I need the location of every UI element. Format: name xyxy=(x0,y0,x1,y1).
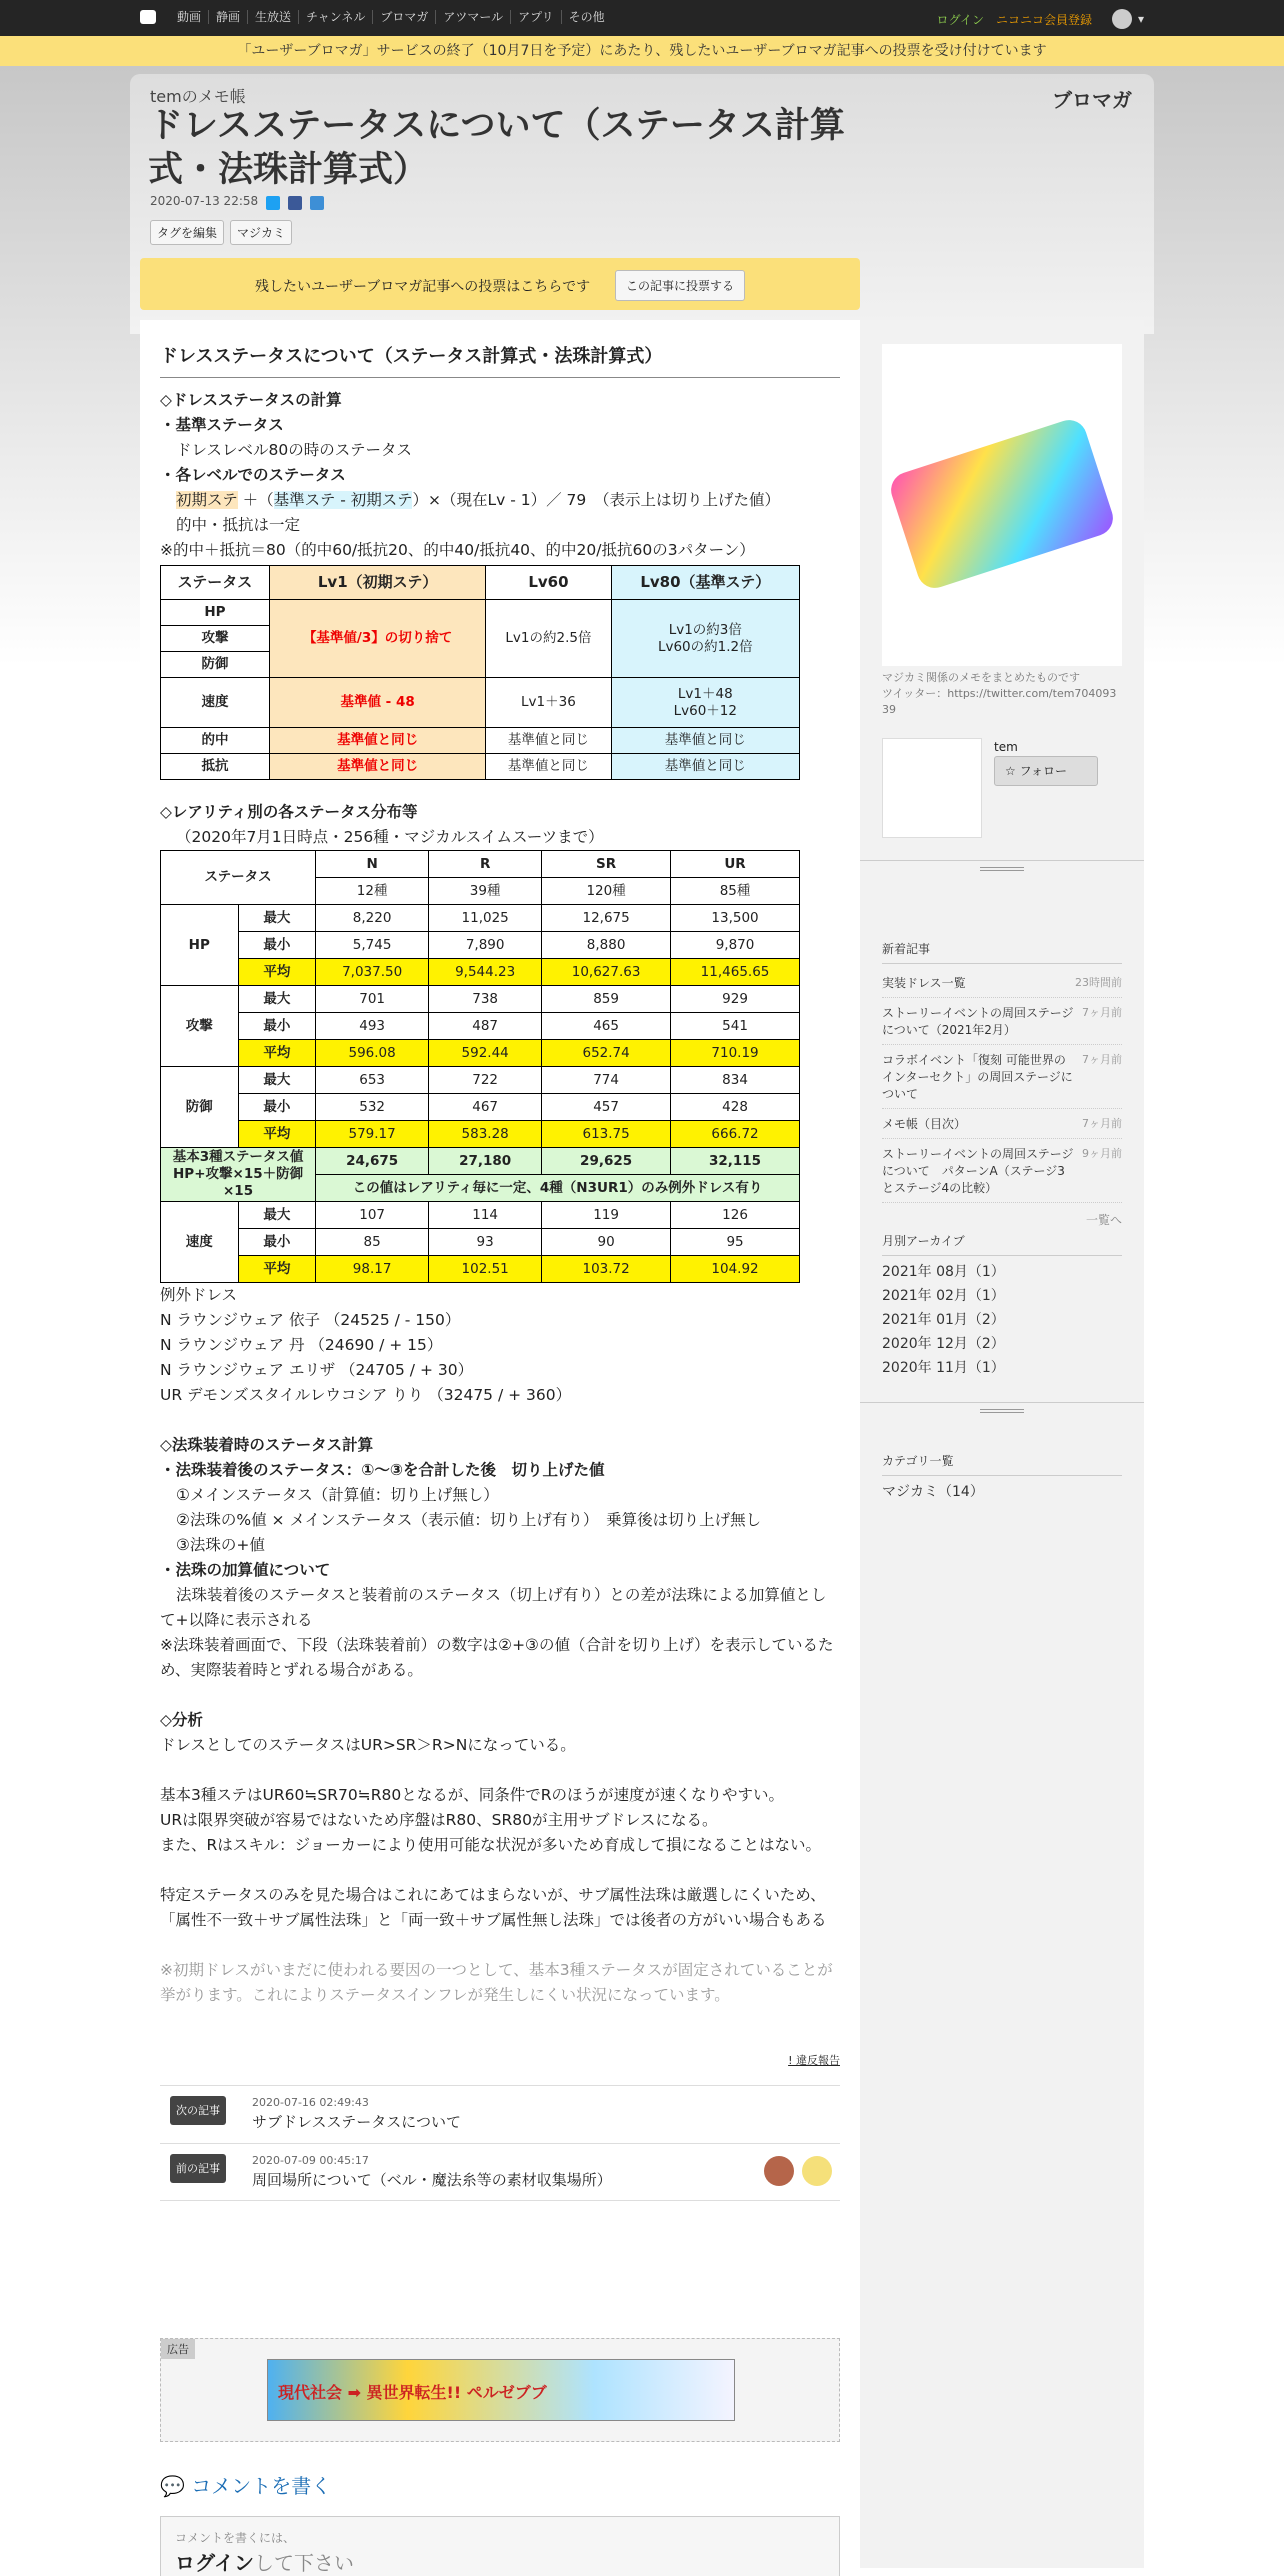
subheading: ・法珠の加算値について xyxy=(160,1561,331,1579)
subheading: ・各レベルでのステータス xyxy=(160,466,346,484)
text-line: 的中・抵抗は一定 xyxy=(176,516,301,534)
table-cell: この値はレアリティ毎に一定、4種（N3UR1）のみ例外ドレス有り xyxy=(316,1175,800,1202)
table-cell: 119 xyxy=(542,1202,671,1229)
level-stat-table xyxy=(160,565,800,780)
comment-login-tail: して下さい xyxy=(254,2551,354,2575)
table-cell: 8,880 xyxy=(542,932,671,959)
category-item[interactable]: マジカミ（14） xyxy=(882,1484,984,1500)
section-heading: ◇レアリティ別の各ステータス分布等 xyxy=(160,803,418,821)
page-title: ドレスステータスについて（ステータス計算式・法珠計算式） xyxy=(148,106,845,190)
table-cell: 速度 xyxy=(161,678,270,728)
next-article-link[interactable] xyxy=(160,2085,840,2143)
share-buttons xyxy=(266,196,324,210)
table-cell: 583.28 xyxy=(429,1121,542,1148)
desc-line: マジカミ関係のメモをまとめたものです xyxy=(882,671,1080,684)
recent-item-title[interactable]: メモ帳（目次） xyxy=(882,1117,967,1131)
table-cell: 95 xyxy=(671,1229,800,1256)
niconico-logo-icon[interactable] xyxy=(140,10,156,24)
recent-posts xyxy=(882,940,1122,1228)
table-cell: 基準値と同じ xyxy=(611,754,799,780)
table-cell: 基準値と同じ xyxy=(486,754,611,780)
prev-label: 前の記事 xyxy=(170,2154,226,2183)
recent-item[interactable] xyxy=(882,968,1122,998)
bromaga-logo[interactable]: ブロマガ xyxy=(1052,88,1132,112)
comment-bubble-icon: 💬 xyxy=(160,2474,192,2498)
stat-label-cell: 最大 xyxy=(238,1202,316,1229)
facebook-icon[interactable] xyxy=(288,196,302,210)
formula-part: 初期ステ xyxy=(176,491,238,509)
recent-item-time: 7ヶ月前 xyxy=(1082,1117,1122,1130)
rarity-stat-table xyxy=(160,850,800,1283)
register-link[interactable]: ニコニコ会員登録 xyxy=(995,12,1092,27)
text-line: N ラウンジウェア 依子 （24525 / - 150） xyxy=(160,1311,461,1329)
nav-item[interactable]: アプリ xyxy=(510,10,561,24)
table-cell: 7,037.50 xyxy=(316,959,429,986)
cell-line: HP+攻撃×15＋防御 xyxy=(173,1166,304,1182)
nav-item[interactable]: 静画 xyxy=(208,10,247,24)
edit-tags-button[interactable]: タグを編集 xyxy=(150,220,224,245)
recent-title: 新着記事 xyxy=(882,940,1122,964)
table-cell: Lv1の約2.5倍 xyxy=(486,600,611,678)
follow-button[interactable]: ☆ フォロー xyxy=(994,756,1098,786)
table-cell: 90 xyxy=(542,1229,671,1256)
stat-group xyxy=(161,1202,800,1283)
table-cell: 120種 xyxy=(542,878,671,905)
table-cell: 613.75 xyxy=(542,1121,671,1148)
author-name[interactable]: tem xyxy=(994,740,1018,754)
table-cell: 5,745 xyxy=(316,932,429,959)
table-row xyxy=(161,932,800,959)
table-cell: 859 xyxy=(542,986,671,1013)
comment-title: コメントを書く xyxy=(191,2474,332,2498)
formula-part: 基準ステ - 初期ステ xyxy=(273,491,413,509)
table-cell: 12,675 xyxy=(542,905,671,932)
category-title: カテゴリ一覧 xyxy=(882,1452,1122,1476)
recent-item-title[interactable]: ストーリーイベントの周回ステージについて（2021年2月） xyxy=(882,1006,1074,1037)
text-line: 例外ドレス xyxy=(160,1286,238,1304)
table-cell: 103.72 xyxy=(542,1256,671,1283)
table-cell: 12種 xyxy=(316,878,429,905)
text-line: N ラウンジウェア 丹 （24690 / + 15） xyxy=(160,1336,443,1354)
table-header: SR xyxy=(542,851,671,878)
tag-list xyxy=(150,220,292,245)
table-cell: 596.08 xyxy=(316,1040,429,1067)
table-cell: 493 xyxy=(316,1013,429,1040)
comment-login[interactable] xyxy=(175,2547,354,2576)
table-cell: 基準値と同じ xyxy=(269,728,485,754)
report-link[interactable]: ! 違反報告 xyxy=(788,2054,840,2067)
table-header: R xyxy=(429,851,542,878)
comment-heading[interactable] xyxy=(160,2470,331,2499)
stat-name-cell: 防御 xyxy=(161,1067,239,1148)
blog-thumbnail[interactable] xyxy=(882,344,1122,666)
service-end-notice[interactable]: 「ユーザーブロマガ」サービスの終了（10月7日を予定）にあたり、残したいユーザーブロマガ記事への投票を受け付けています xyxy=(0,36,1284,66)
table-cell: 攻撃 xyxy=(161,626,270,652)
nav-item[interactable]: アツマール xyxy=(435,10,510,24)
stat-label-cell: 最大 xyxy=(238,986,316,1013)
text-line: 法珠装着後のステータスと装着前のステータス（切上げ有り）との差が法珠による加算値として+以降に表示される xyxy=(160,1586,827,1629)
recent-item-time: 7ヶ月前 xyxy=(1082,1053,1122,1066)
table-row xyxy=(161,1256,800,1283)
nav-item[interactable]: 動画 xyxy=(177,10,202,24)
table-row xyxy=(161,1040,800,1067)
stat-name-cell: 速度 xyxy=(161,1202,239,1283)
archive-item[interactable]: 2020年 12月（2） xyxy=(882,1336,1005,1352)
vote-banner xyxy=(140,258,860,310)
table-cell: 32,115 xyxy=(671,1148,800,1175)
stat-label-cell: 平均 xyxy=(238,959,316,986)
stat-label-cell: 平均 xyxy=(238,1121,316,1148)
stat-label-cell: 最小 xyxy=(238,932,316,959)
tag-item[interactable]: マジカミ xyxy=(230,220,292,245)
table-row xyxy=(161,905,800,932)
table-cell: 126 xyxy=(671,1202,800,1229)
author-avatar[interactable] xyxy=(882,738,982,838)
archive-item[interactable]: 2021年 01月（2） xyxy=(882,1312,1005,1328)
hatena-icon[interactable] xyxy=(310,196,324,210)
vote-text: 残したいユーザーブロマガ記事への投票はこちらです xyxy=(255,279,591,295)
text-line: （2020年7月1日時点・256種・マジカルスイムスーツまで） xyxy=(176,828,604,846)
text-line: ※法珠装着画面で、下段（法珠装着前）の数字は②+③の値（合計を切り上げ）を表示しているため、実際装着時とずれる場合がある。 xyxy=(160,1636,834,1679)
table-row xyxy=(161,1202,800,1229)
category-list xyxy=(882,1452,1122,1504)
table-cell: 29,625 xyxy=(542,1148,671,1175)
anniversary-card-image xyxy=(886,415,1117,592)
table-cell: 基準値 - 48 xyxy=(269,678,485,728)
cell-line: Lv60＋12 xyxy=(673,702,737,719)
table-header: ステータス xyxy=(161,566,270,600)
text-line: 基本3種ステはUR60≒SR70≒R80となるが、同条件でRのほうが速度が速くなりやすい。 xyxy=(160,1786,784,1804)
stat-label-cell: 最大 xyxy=(238,905,316,932)
table-row xyxy=(161,1013,800,1040)
stat-label-cell: 最小 xyxy=(238,1094,316,1121)
main-column xyxy=(140,320,860,2575)
table-row xyxy=(161,1229,800,1256)
text-line: N ラウンジウェア エリザ （24705 / + 30） xyxy=(160,1361,474,1379)
table-cell: 465 xyxy=(542,1013,671,1040)
text-line: ドレスとしてのステータスはUR>SR＞R>Nになっている。 xyxy=(160,1736,576,1754)
comment-sub: コメントを書くには、 xyxy=(175,2531,296,2545)
text-line: また、Rはスキル：ジョーカーにより使用可能な状況が多いため育成して損になることはない。 xyxy=(160,1836,821,1854)
ad-banner[interactable] xyxy=(267,2359,735,2421)
top-nav-bar xyxy=(0,0,1284,36)
article-body xyxy=(160,344,840,2201)
stat-label-cell: 最小 xyxy=(238,1229,316,1256)
table-cell: 532 xyxy=(316,1094,429,1121)
table-cell: 104.92 xyxy=(671,1256,800,1283)
table-header: UR xyxy=(671,851,800,878)
nav-item[interactable]: チャンネル xyxy=(298,10,372,24)
table-cell: Lv1＋36 xyxy=(486,678,611,728)
chevron-down-icon[interactable]: ▾ xyxy=(1137,12,1144,26)
stat-label-cell: 平均 xyxy=(238,1040,316,1067)
table-header: Lv60 xyxy=(486,566,611,600)
table-cell: 722 xyxy=(429,1067,542,1094)
table-cell: 428 xyxy=(671,1094,800,1121)
archive-item[interactable]: 2021年 08月（1） xyxy=(882,1264,1005,1280)
table-cell: 457 xyxy=(542,1094,671,1121)
stat-group xyxy=(161,1067,800,1148)
table-header: N xyxy=(316,851,429,878)
text-line: ※初期ドレスがいまだに使われる要因の一つとして、基本3種ステータスが固定されていることが挙がります。これによりステータスインフレが発生しにくい状況になっています。 xyxy=(160,1961,833,2004)
table-cell: HP xyxy=(161,600,270,626)
table-cell: 9,544.23 xyxy=(429,959,542,986)
service-nav xyxy=(170,10,612,24)
text-line: ②法珠の%値 × メインステータス（表示値：切り上げ有り） 乗算後は切り上げ無し xyxy=(176,1511,762,1529)
recent-item-time: 9ヶ月前 xyxy=(1082,1147,1122,1160)
search-icon[interactable] xyxy=(802,2156,832,2186)
cell-line: Lv60の約1.2倍 xyxy=(657,638,753,655)
blog-name[interactable]: temのメモ帳 xyxy=(150,87,246,106)
table-cell: 85 xyxy=(316,1229,429,1256)
subheading: ・法珠装着後のステータス：①～③を合計した後 切り上げた値 xyxy=(160,1461,605,1479)
table-row xyxy=(161,1067,800,1094)
table-cell: 701 xyxy=(316,986,429,1013)
article-title: ドレスステータスについて（ステータス計算式・法珠計算式） xyxy=(160,344,840,378)
archive-title: 月別アーカイブ xyxy=(882,1232,1122,1256)
table-row xyxy=(161,1094,800,1121)
next-title[interactable]: サブドレスステータスについて xyxy=(252,2113,461,2131)
cell-line: ×15 xyxy=(223,1183,254,1199)
table-cell: 基準値と同じ xyxy=(486,728,611,754)
next-date: 2020-07-16 02:49:43 xyxy=(252,2096,369,2109)
monthly-archive xyxy=(882,1232,1122,1380)
table-cell: 13,500 xyxy=(671,905,800,932)
table-header: Lv80（基準ステ） xyxy=(611,566,799,600)
archive-item[interactable]: 2020年 11月（1） xyxy=(882,1360,1005,1376)
login-link[interactable]: ログイン xyxy=(936,12,984,27)
recent-item-title[interactable]: 実装ドレス一覧 xyxy=(882,976,966,990)
recent-item-time: 23時間前 xyxy=(1075,976,1122,989)
stat-name-cell: 攻撃 xyxy=(161,986,239,1067)
table-cell: 541 xyxy=(671,1013,800,1040)
divider xyxy=(860,1402,1144,1416)
desc-twitter[interactable]: ツイッター：https://twitter.com/tem70409339 xyxy=(882,687,1117,716)
table-cell: 10,627.63 xyxy=(542,959,671,986)
table-row xyxy=(161,986,800,1013)
stat-group xyxy=(161,905,800,986)
recent-item-title[interactable]: ストーリーイベントの周回ステージについて パターンA（ステージ3とステージ4の比較） xyxy=(882,1147,1074,1195)
table-cell: 107 xyxy=(316,1202,429,1229)
subheading: ・基準ステータス xyxy=(160,416,284,434)
formula-part: ）×（現在Lv - 1）／ 79 （表示上は切り上げた値） xyxy=(412,491,780,509)
table-cell: 114 xyxy=(429,1202,542,1229)
post-date: 2020-07-13 22:58 xyxy=(150,194,259,208)
table-row xyxy=(161,959,800,986)
recent-item-time: 7ヶ月前 xyxy=(1082,1006,1122,1019)
formula-part: ＋（ xyxy=(237,491,274,509)
prev-date: 2020-07-09 00:45:17 xyxy=(252,2154,369,2167)
table-cell: 85種 xyxy=(671,878,800,905)
sidebar xyxy=(860,320,1144,2568)
archive-item[interactable]: 2021年 02月（1） xyxy=(882,1288,1005,1304)
next-label: 次の記事 xyxy=(170,2096,226,2125)
recent-item[interactable] xyxy=(882,1045,1122,1109)
text-line: ③法珠の+値 xyxy=(176,1536,265,1554)
text-line: 特定ステータスのみを見た場合はこれにあてはまらないが、サブ属性法珠は厳選しにくいため、「属性不一致＋サブ属性法珠」と「両一致＋サブ属性無し法珠」では後者の方がいい場合もある xyxy=(160,1886,827,1929)
table-cell: 834 xyxy=(671,1067,800,1094)
table-cell: 98.17 xyxy=(316,1256,429,1283)
table-cell: 基準値と同じ xyxy=(269,754,485,780)
prev-article-link[interactable] xyxy=(160,2143,840,2201)
stat-name-cell: HP xyxy=(161,905,239,986)
formula xyxy=(160,488,840,513)
table-cell: 93 xyxy=(429,1229,542,1256)
table-cell: 738 xyxy=(429,986,542,1013)
table-cell: 基準値と同じ xyxy=(611,728,799,754)
blog-description xyxy=(882,670,1122,718)
table-cell: 【基準値/3】の切り捨て xyxy=(269,600,485,678)
vote-button[interactable]: この記事に投票する xyxy=(615,270,745,301)
table-cell: 592.44 xyxy=(429,1040,542,1067)
table-cell: 27,180 xyxy=(429,1148,542,1175)
avatar[interactable] xyxy=(1112,9,1132,29)
table-cell: 467 xyxy=(429,1094,542,1121)
table-cell: 的中 xyxy=(161,728,270,754)
table-cell xyxy=(161,1148,316,1202)
section-heading: ◇分析 xyxy=(160,1711,203,1729)
text-line: ①メインステータス（計算値：切り上げ無し） xyxy=(176,1486,499,1504)
more-link[interactable]: 一覧へ xyxy=(1085,1213,1122,1227)
stat-label-cell: 最小 xyxy=(238,1013,316,1040)
table-cell: 666.72 xyxy=(671,1121,800,1148)
table-cell: 39種 xyxy=(429,878,542,905)
divider xyxy=(860,860,1144,874)
table-cell: 653 xyxy=(316,1067,429,1094)
table-cell: 抵抗 xyxy=(161,754,270,780)
table-cell: 102.51 xyxy=(429,1256,542,1283)
nav-item-more[interactable]: その他 xyxy=(561,10,612,24)
ad-text: 現代社会 ➡ 異世界転生!! ペルゼブブ xyxy=(278,2383,547,2402)
recent-item-title[interactable]: コラボイベント「復刻 可能世界のインターセクト」の周回ステージについて xyxy=(882,1053,1073,1101)
cell-line: Lv1の約3倍 xyxy=(668,621,742,638)
table-cell: 579.17 xyxy=(316,1121,429,1148)
table-cell xyxy=(611,600,799,678)
table-cell: 7,890 xyxy=(429,932,542,959)
section-heading: ◇法珠装着時のステータス計算 xyxy=(160,1436,374,1454)
table-cell: 652.74 xyxy=(542,1040,671,1067)
table-cell: 774 xyxy=(542,1067,671,1094)
cell-line: Lv1＋48 xyxy=(677,685,733,702)
table-row xyxy=(161,1121,800,1148)
stat-label-cell: 最大 xyxy=(238,1067,316,1094)
text-line: URは限界突破が容易ではないため序盤はR80、SR80が主用サブドレスになる。 xyxy=(160,1811,718,1829)
table-header: Lv1（初期ステ） xyxy=(269,566,485,600)
text-line: UR デモンズスタイルレウコシア りり （32475 / + 360） xyxy=(160,1386,572,1404)
stat-label-cell: 平均 xyxy=(238,1256,316,1283)
table-cell: 防御 xyxy=(161,652,270,678)
nav-item[interactable]: ブロマガ xyxy=(372,10,435,24)
table-cell: 11,465.65 xyxy=(671,959,800,986)
table-cell: 24,675 xyxy=(316,1148,429,1175)
stat-group xyxy=(161,986,800,1067)
table-cell: 11,025 xyxy=(429,905,542,932)
nav-item[interactable]: 生放送 xyxy=(247,10,298,24)
table-cell: 487 xyxy=(429,1013,542,1040)
recent-item[interactable] xyxy=(882,998,1122,1045)
table-cell: 8,220 xyxy=(316,905,429,932)
table-cell xyxy=(611,678,799,728)
cell-line: 基本3種ステータス値 xyxy=(172,1149,304,1165)
ad-label: 広告 xyxy=(161,2339,195,2359)
table-header: ステータス xyxy=(161,851,316,905)
recent-item[interactable] xyxy=(882,1139,1122,1203)
comment-box xyxy=(160,2516,840,2576)
coin-icon[interactable] xyxy=(764,2156,794,2186)
table-cell: 710.19 xyxy=(671,1040,800,1067)
twitter-icon[interactable] xyxy=(266,196,280,210)
text-line: ※的中＋抵抗＝80（的中60/抵抗20、的中40/抵抗40、的中20/抵抗60の3パターン） xyxy=(160,541,755,559)
table-cell: 9,870 xyxy=(671,932,800,959)
section-heading: ◇ドレスステータスの計算 xyxy=(160,391,342,409)
ad-area xyxy=(160,2338,840,2442)
recent-item[interactable] xyxy=(882,1109,1122,1139)
prev-title[interactable]: 周回場所について（ベル・魔法糸等の素材収集場所） xyxy=(252,2171,612,2189)
table-cell: 929 xyxy=(671,986,800,1013)
comment-login-link[interactable]: ログイン xyxy=(175,2551,254,2575)
text-line: ドレスレベル80の時のステータス xyxy=(176,441,412,459)
